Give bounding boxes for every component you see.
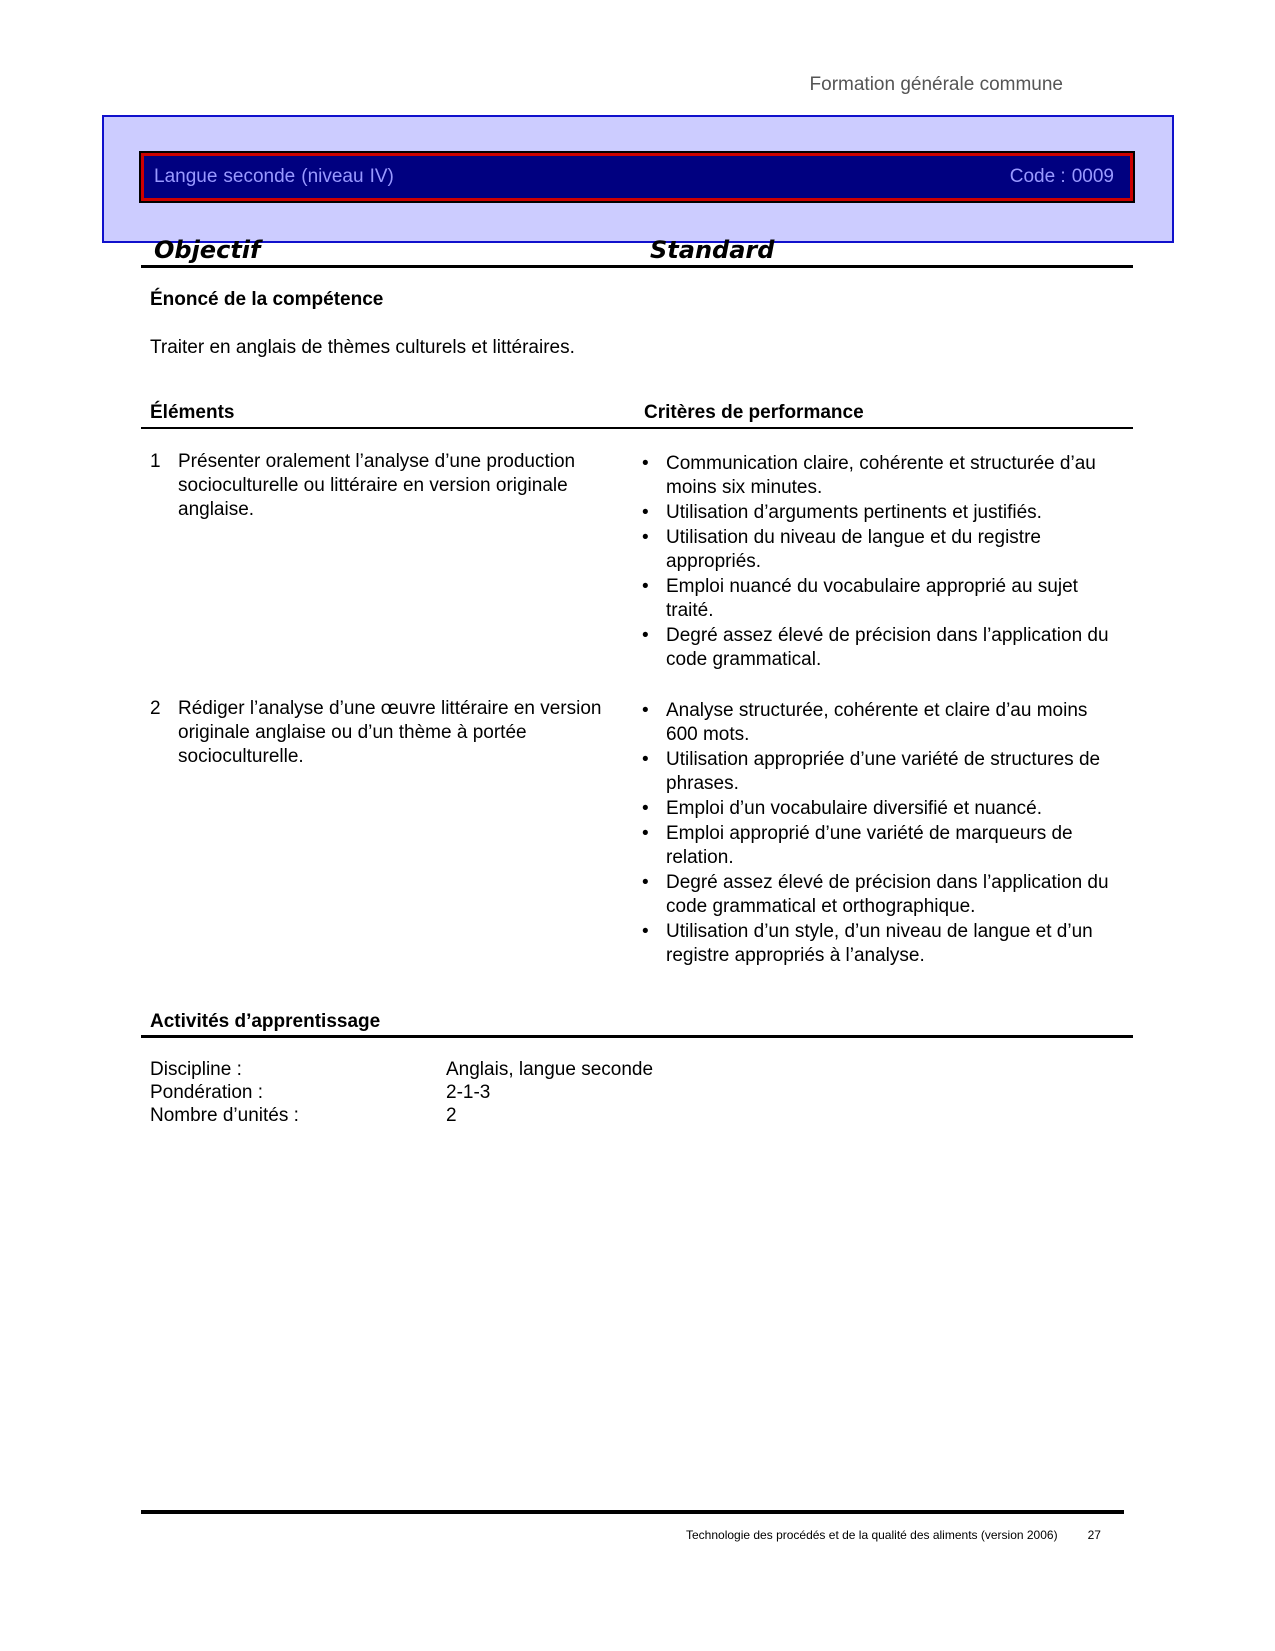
element-text: Présenter oralement l’analyse d’une production socioculturelle ou littéraire en version originale anglaise. <box>178 451 576 520</box>
course-title-word: (niveau <box>301 166 364 187</box>
footer-rule <box>141 1510 1124 1514</box>
criterion-item: • Degré assez élevé de précision dans l’application du code grammatical et orthographique. <box>640 871 1120 919</box>
element-text: Rédiger l’analyse d’une œuvre littéraire en version originale anglaise ou d’un thème à portée socioculturelle. <box>178 698 602 767</box>
ponderation-row <box>150 1081 653 1104</box>
ponderation-value: 2-1-3 <box>446 1082 491 1103</box>
competence-text: Traiter en anglais de thèmes culturels et littéraires. <box>150 337 575 358</box>
discipline-value: Anglais, langue seconde <box>446 1059 654 1080</box>
course-title-word: IV) <box>369 166 394 187</box>
course-code <box>1010 166 1120 188</box>
unites-value: 2 <box>446 1105 457 1126</box>
course-title-word: seconde <box>223 166 296 187</box>
section-standard: Standard <box>650 236 775 264</box>
criterion-item: • Utilisation du niveau de langue et du registre appropriés. <box>640 526 1120 574</box>
element-number: 1 <box>150 451 161 472</box>
activites-heading: Activités d’apprentissage <box>150 1011 381 1032</box>
unites-label: Nombre d’unités : <box>150 1105 299 1126</box>
activites-rule <box>141 1035 1133 1038</box>
discipline-label: Discipline : <box>150 1059 242 1080</box>
criterion-item: • Analyse structurée, cohérente et claire d’au moins 600 mots. <box>640 699 1120 747</box>
competence-heading: Énoncé de la compétence <box>150 289 384 310</box>
course-code-label: Code : <box>1009 166 1066 187</box>
course-title-word: Langue <box>154 166 218 187</box>
criterion-item: • Communication claire, cohérente et structurée d’au moins six minutes. <box>640 452 1120 500</box>
criterion-item: • Utilisation d’un style, d’un niveau de langue et d’un registre appropriés à l’analyse. <box>640 920 1120 968</box>
elements-header: Éléments <box>150 402 235 423</box>
criterion-item: • Emploi approprié d’une variété de marqueurs de relation. <box>640 822 1120 870</box>
course-title <box>154 166 400 188</box>
section-rule <box>141 265 1133 268</box>
criteres-header: Critères de performance <box>644 402 864 423</box>
element-number: 2 <box>150 698 161 719</box>
section-objectif: Objectif <box>154 236 261 264</box>
criterion-item: • Degré assez élevé de précision dans l’application du code grammatical. <box>640 624 1120 672</box>
course-title-bar <box>141 153 1133 201</box>
ponderation-label: Pondération : <box>150 1082 264 1103</box>
criterion-item: • Utilisation d’arguments pertinents et justifiés. <box>640 501 1120 525</box>
course-details <box>150 1058 653 1127</box>
running-header: Formation générale commune <box>809 74 1063 95</box>
table-header-rule <box>141 427 1133 429</box>
criterion-item: • Emploi d’un vocabulaire diversifié et nuancé. <box>640 797 1120 821</box>
discipline-row <box>150 1058 653 1081</box>
page-number: 27 <box>1087 1528 1101 1542</box>
criteria-list-1 <box>640 452 1120 673</box>
unites-row <box>150 1104 653 1127</box>
criterion-item: • Emploi nuancé du vocabulaire approprié au sujet traité. <box>640 575 1120 623</box>
footer-text: Technologie des procédés et de la qualité des aliments (version 2006) <box>686 1528 1058 1542</box>
page-footer <box>686 1528 1101 1542</box>
criteria-list-2 <box>640 699 1120 969</box>
course-code-value: 0009 <box>1071 166 1114 187</box>
criterion-item: • Utilisation appropriée d’une variété de structures de phrases. <box>640 748 1120 796</box>
